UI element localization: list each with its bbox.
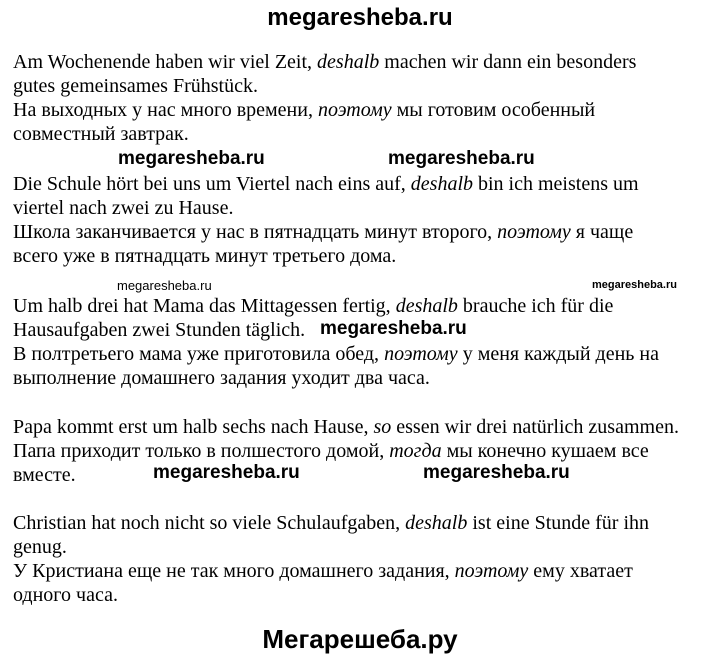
german-line: genug. xyxy=(13,536,67,558)
watermark: megaresheba.ru xyxy=(153,462,300,483)
russian-line: совместный завтрак. xyxy=(13,123,189,145)
russian-line: одного часа. xyxy=(13,584,118,606)
watermark: megaresheba.ru xyxy=(423,462,570,483)
russian-line: В полтретьего мама уже приготовила обед, поэтому у меня каждый день на xyxy=(13,343,660,365)
german-line: Papa kommt erst um halb sechs nach Hause, so essen wir drei natürlich zusammen. xyxy=(13,416,679,438)
russian-line: У Кристиана еще не так много домашнего задания, поэтому ему хватает xyxy=(13,560,633,582)
german-line: viertel nach zwei zu Hause. xyxy=(13,197,234,219)
paragraph-3 xyxy=(13,294,718,390)
paragraph-1 xyxy=(13,50,718,146)
russian-line: выполнение домашнего задания уходит два часа. xyxy=(13,367,430,389)
russian-line: вместе. xyxy=(13,464,76,486)
russian-line: Школа заканчивается у нас в пятнадцать минут второго, поэтому я чаще xyxy=(13,221,634,243)
german-line: Die Schule hört bei uns um Viertel nach eins auf, deshalb bin ich meistens um xyxy=(13,173,639,195)
russian-line: Папа приходит только в полшестого домой, тогда мы конечно кушаем все xyxy=(13,440,649,462)
paragraph-2 xyxy=(13,172,718,268)
german-line: Hausaufgaben zwei Stunden täglich. xyxy=(13,319,306,341)
german-line: gutes gemeinsames Frühstück. xyxy=(13,75,258,97)
site-footer: Мегарешеба.ру xyxy=(262,624,458,654)
german-line: Christian hat noch nicht so viele Schulaufgaben, deshalb ist eine Stunde für ihn xyxy=(13,512,649,534)
paragraph-5 xyxy=(13,511,718,607)
russian-line: всего уже в пятнадцать минут третьего дома. xyxy=(13,245,397,267)
watermark: megaresheba.ru xyxy=(388,148,535,169)
paragraph-4 xyxy=(13,415,718,487)
watermark: megaresheba.ru xyxy=(118,148,265,169)
watermark: megaresheba.ru xyxy=(117,278,212,293)
site-header: megaresheba.ru xyxy=(267,4,453,31)
german-line: Um halb drei hat Mama das Mittagessen fertig, deshalb brauche ich für die xyxy=(13,295,614,317)
russian-line: На выходных у нас много времени, поэтому мы готовим особенный xyxy=(13,99,596,121)
watermark: megaresheba.ru xyxy=(592,279,677,291)
watermark: megaresheba.ru xyxy=(320,318,467,339)
german-line: Am Wochenende haben wir viel Zeit, deshalb machen wir dann ein besonders xyxy=(13,51,637,73)
